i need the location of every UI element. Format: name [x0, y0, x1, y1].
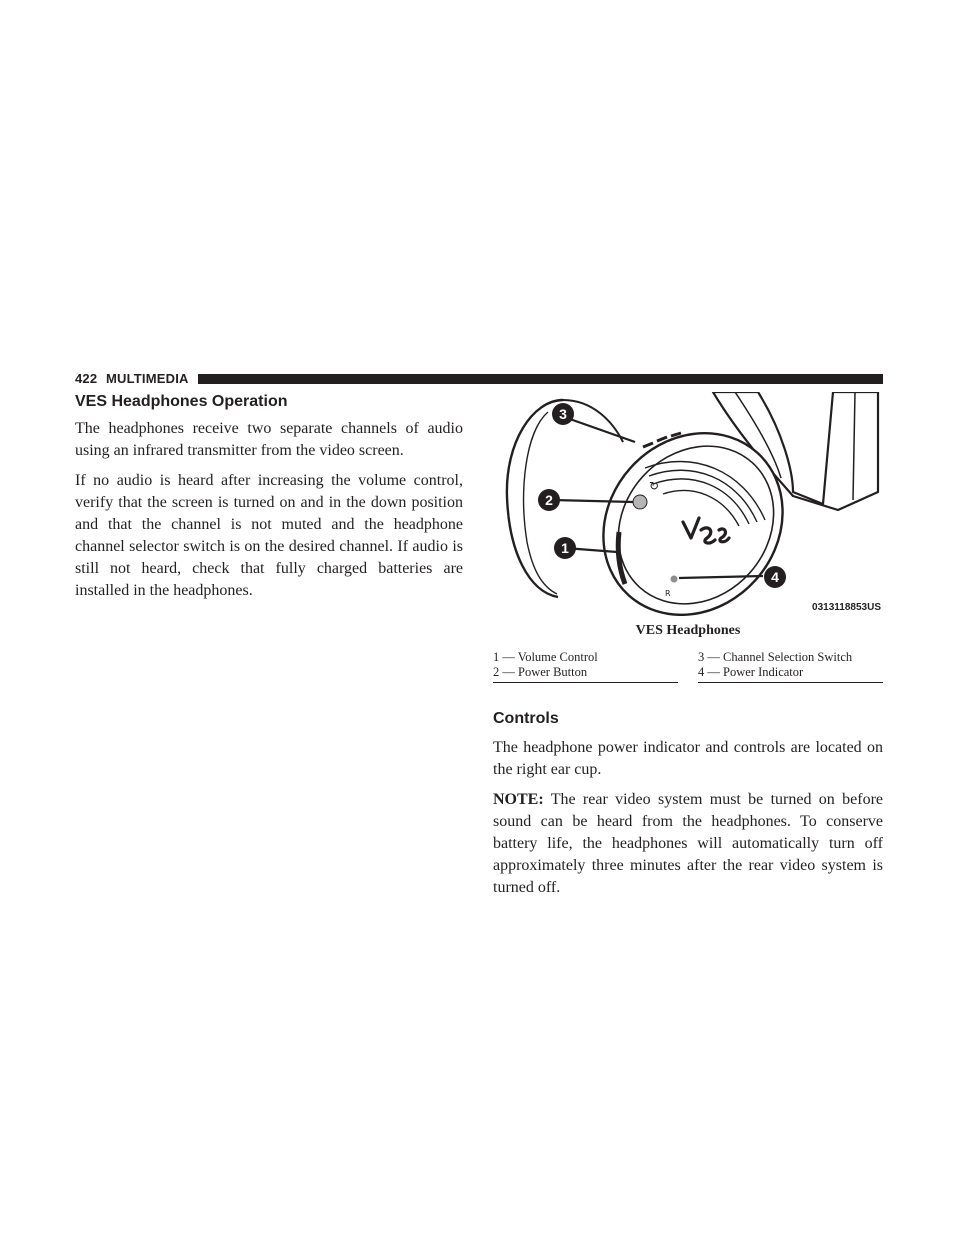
callout-1: [554, 537, 576, 559]
section-heading-ves-operation: VES Headphones Operation: [75, 393, 288, 410]
note-text: The rear video system must be turned on before sound can be heard from the headphones. To conserve battery life, the headphones will automatically turn off approximately three minutes after the rear video system is turned off.: [493, 791, 883, 896]
callout-3: [552, 403, 574, 425]
paragraph-controls: The headphone power indicator and controls are located on the right ear cup.: [493, 739, 883, 778]
paragraph-intro: The headphones receive two separate channels of audio using an infrared transmitter from the video screen.: [75, 420, 463, 459]
legend-item-power-indicator: 4 — Power Indicator: [698, 665, 804, 679]
note-label: NOTE:: [493, 791, 544, 808]
headphones-figure: [493, 392, 883, 616]
section-heading-controls: Controls: [493, 710, 559, 727]
page-number: 422: [75, 371, 98, 386]
svg-text:R: R: [665, 589, 671, 598]
header-rule: [198, 374, 883, 384]
svg-text:3: 3: [559, 406, 567, 422]
right-column: [493, 709, 883, 907]
callout-4: [764, 566, 786, 588]
figure-caption: VES Headphones: [635, 623, 741, 638]
legend-item-volume-control: 1 — Volume Control: [493, 650, 598, 664]
svg-text:1: 1: [561, 540, 569, 556]
svg-text:↻: ↻: [649, 479, 660, 493]
figure-legend-left: [493, 650, 678, 683]
legend-item-channel-selection-switch: 3 — Channel Selection Switch: [698, 650, 853, 664]
image-code: 0313118853US: [812, 602, 881, 613]
page-header: [75, 373, 883, 385]
svg-text:2: 2: [545, 492, 553, 508]
section-title: MULTIMEDIA: [106, 371, 189, 386]
legend-item-power-button: 2 — Power Button: [493, 665, 588, 679]
figure-legend-right: [698, 650, 883, 683]
left-column: [75, 392, 463, 610]
svg-text:4: 4: [771, 569, 779, 585]
note-paragraph: [493, 789, 883, 899]
callout-2: [538, 489, 560, 511]
paragraph-troubleshooting: If no audio is heard after increasing the volume control, verify that the screen is turned on and in the down position and that the channel is not muted and the headphone channel selector switch is on the desired channel. If audio is still not heard, check that fully charged batteries are installed in the headphones.: [75, 472, 463, 599]
headphones-illustration: [493, 392, 883, 616]
